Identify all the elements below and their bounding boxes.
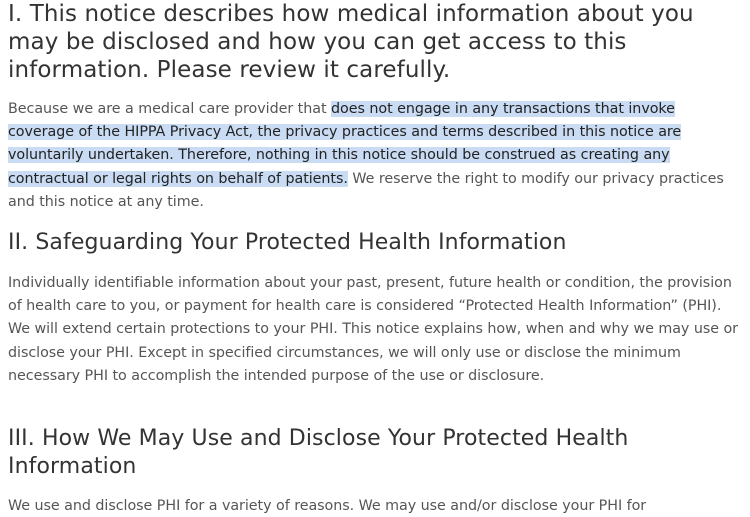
section-1-text-end: We reserve the right to modify our privacy practices and this notice at any time. — [8, 170, 724, 210]
section-3-heading: III. How We May Use and Disclose Your Protected Health Information — [8, 426, 629, 479]
section-1-text-start: Because we are a medical care provider that — [8, 101, 332, 117]
selected-text[interactable]: does not engage in any transactions that invoke coverage of the HIPPA Privacy Act, the privacy practices and terms described in this notice are voluntarily undertaken. Therefore, nothing in this notice should be construed as creating any contractual or legal rights on behalf of patients. — [8, 101, 682, 187]
section-2-paragraph: Individually identifiable information about your past, present, future health or condition, the provision of health care to you, or payment for health care is considered “Protected Health Information” (PHI). We will extend certain protections to your PHI. This notice explains how, when and why we may use or disclose your PHI. Except in specified circumstances, we will only use or disclose the minimum necessary PHI to accomplish the intended purpose of the use or disclosure. — [8, 275, 738, 384]
section-2-heading: II. Safeguarding Your Protected Health Information — [8, 230, 567, 255]
section-1-heading: I. This notice describes how medical information about you may be disclosed and how you can get access to this information. Please review it carefully. — [8, 1, 694, 83]
section-3-paragraph: We use and disclose PHI for a variety of reasons. We may use and/or disclose your PHI for — [8, 498, 647, 514]
section-1-paragraph[interactable] — [8, 98, 743, 214]
